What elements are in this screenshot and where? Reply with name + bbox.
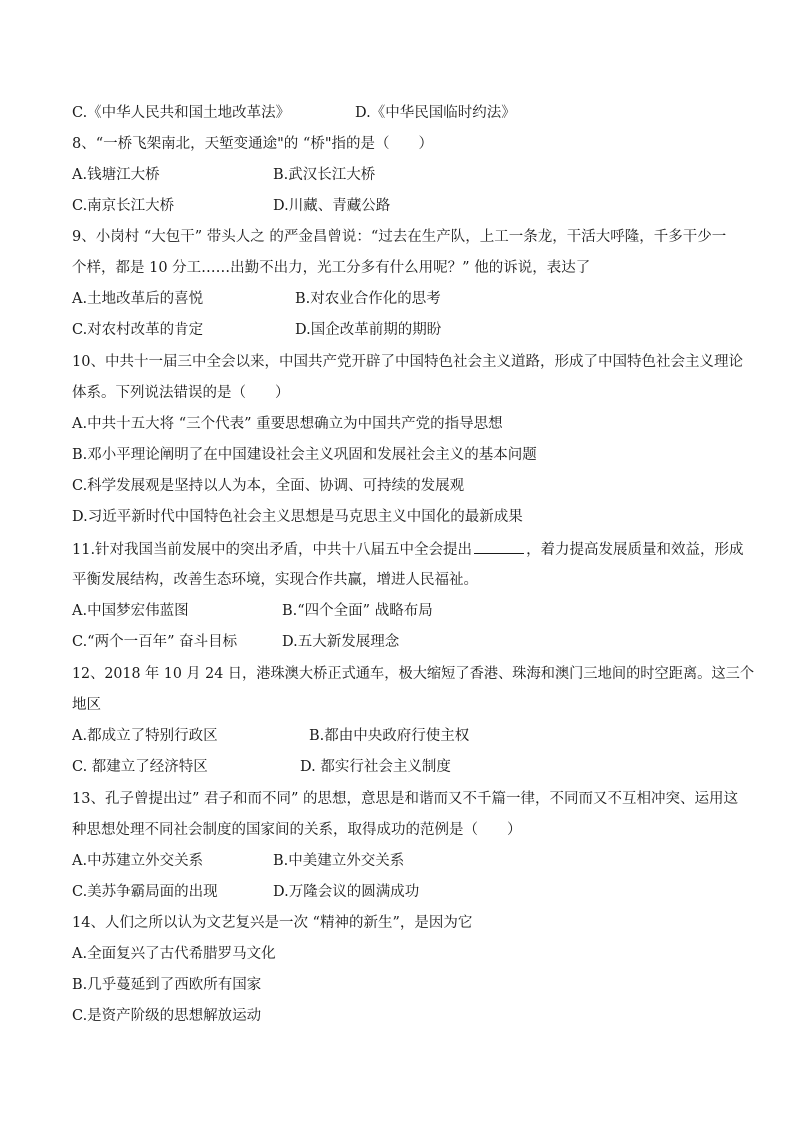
q9-option-a: A.土地改革后的喜悦 [72, 291, 204, 307]
q11-stem-part-1: 11.针对我国当前发展中的突出矛盾，中共十八届五中全会提出 [72, 542, 473, 558]
q11-stem-line-2: 平衡发展结构，改善生态环境，实现合作共赢，增进人民福祉。 [72, 572, 478, 588]
q11-stem-part-2: ，着力提高发展质量和效益，形成 [526, 542, 744, 558]
q8-option-c: C.南京长江大桥 [72, 198, 175, 214]
q14-option-b: B.几乎蔓延到了西欧所有国家 [72, 977, 262, 993]
q14-option-c: C.是资产阶级的思想解放运动 [72, 1008, 262, 1024]
q11-stem-line-1 [72, 539, 744, 560]
q10-stem-line-2: 体系。下列说法错误的是（ ） [72, 385, 290, 401]
q10-option-c: C.科学发展观是坚持以人为本，全面、协调、可持续的发展观 [72, 478, 465, 494]
q8-option-b: B.武汉长江大桥 [273, 167, 376, 183]
q10-option-a: A.中共十五大将 “三个代表” 重要思想确立为中国共产党的指导思想 [72, 416, 503, 432]
q10-option-d: D.习近平新时代中国特色社会主义思想是马克思主义中国化的最新成果 [72, 509, 523, 525]
q13-option-c: C.美苏争霸局面的出现 [72, 884, 218, 900]
q13-stem-line-2: 种思想处理不同社会制度的国家间的关系，取得成功的范例是（ ） [72, 822, 522, 838]
q12-option-a: A.都成立了特别行政区 [72, 728, 218, 744]
q11-option-a: A.中国梦宏伟蓝图 [72, 603, 189, 619]
q13-option-a: A.中苏建立外交关系 [72, 853, 204, 869]
q9-stem-line-2: 个样，都是 10 分工……出勤不出力，光工分多有什么用呢？” 他的诉说，表达了 [72, 260, 591, 276]
q12-option-c: C. 都建立了经济特区 [72, 759, 208, 775]
q7-option-c: C.《中华人民共和国土地改革法》 [72, 105, 291, 121]
q11-option-b: B.“四个全面” 战略布局 [282, 603, 433, 619]
q12-stem-line-2: 地区 [72, 697, 101, 713]
q8-option-a: A.钱塘江大桥 [72, 167, 160, 183]
q7-option-d: D.《中华民国临时约法》 [355, 105, 516, 121]
q12-stem-line-1: 12、2018 年 10 月 24 日，港珠澳大桥正式通车，极大缩短了香港、珠海和澳门三地间的时空距离。这三个 [72, 666, 755, 682]
q10-option-b: B.邓小平理论阐明了在中国建设社会主义巩固和发展社会主义的基本问题 [72, 447, 537, 463]
q8-stem: 8、“一桥飞架南北，天堑变通途"的 “桥"指的是（ ） [72, 136, 433, 152]
q11-option-c: C.“两个一百年” 奋斗目标 [72, 634, 238, 650]
q9-option-c: C.对农村改革的肯定 [72, 322, 204, 338]
q13-stem-line-1: 13、孔子曾提出过” 君子和而不同” 的思想，意思是和谐而又不千篇一律，不同而又不互相冲突、运用这 [72, 791, 738, 807]
q9-stem-line-1: 9、小岗村 “大包干” 带头人之 的严金昌曾说：“过去在生产队，上工一条龙，干活大呼隆，千多干少一 [72, 229, 727, 245]
q8-option-d: D.川藏、青藏公路 [273, 198, 391, 214]
q9-option-b: B.对农业合作化的思考 [295, 291, 441, 307]
q13-option-b: B.中美建立外交关系 [273, 853, 405, 869]
q9-option-d: D.国企改革前期的期盼 [295, 322, 442, 338]
q14-option-a: A.全面复兴了古代希腊罗马文化 [72, 946, 276, 962]
q13-option-d: D.万隆会议的圆满成功 [273, 884, 420, 900]
q12-option-b: B.都由中央政府行使主权 [309, 728, 470, 744]
q11-option-d: D.五大新发展理念 [282, 634, 400, 650]
q11-answer-blank [474, 539, 524, 554]
q12-option-d: D. 都实行社会主义制度 [300, 759, 451, 775]
q10-stem-line-1: 10、中共十一届三中全会以来，中国共产党开辟了中国特色社会主义道路，形成了中国特色社会主义理论 [72, 354, 743, 370]
q14-stem: 14、人们之所以认为文艺复兴是一次 “精神的新生”，是因为它 [72, 915, 473, 931]
